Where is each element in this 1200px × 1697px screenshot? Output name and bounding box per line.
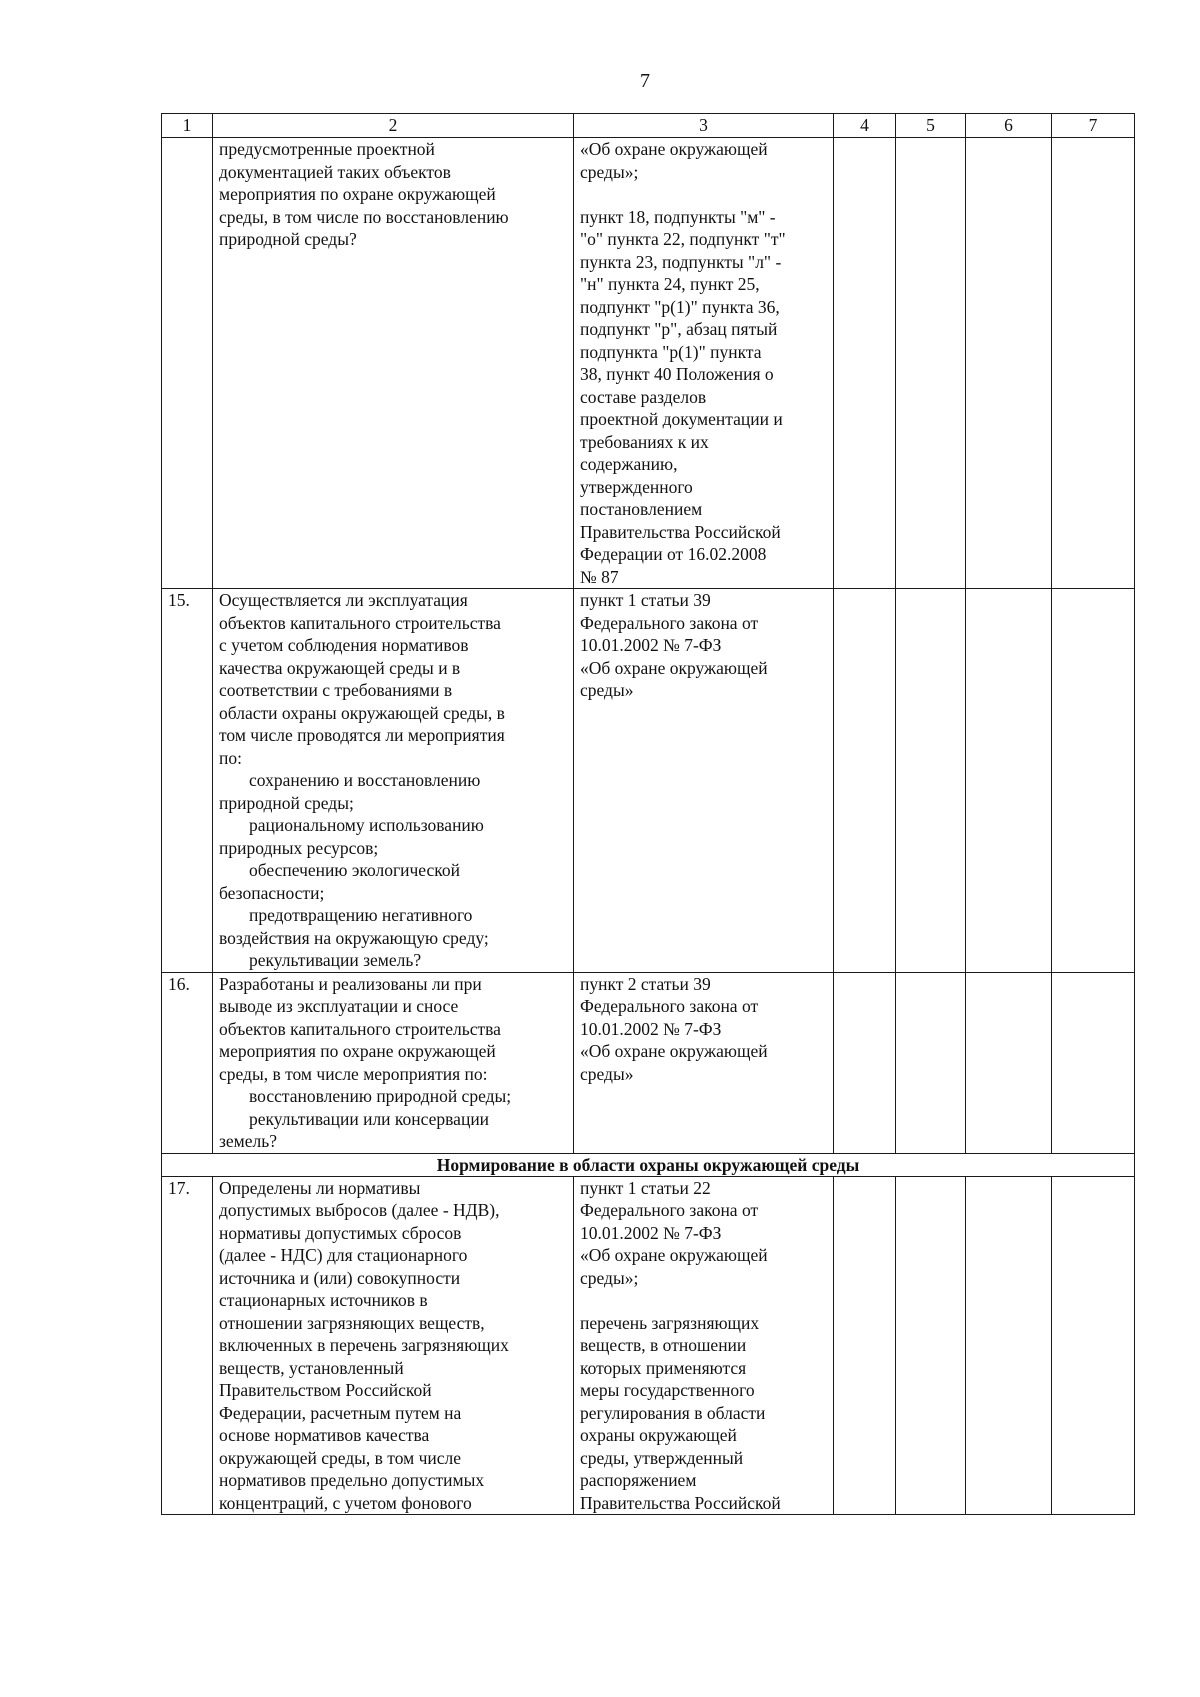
question-line: обеспечению экологической	[249, 860, 461, 880]
empty-cell-col-5	[896, 138, 966, 589]
empty-cell-col-4	[834, 589, 896, 973]
section-heading: Нормирование в области охраны окружающей среды	[162, 1153, 1135, 1176]
empty-cell-col-5	[896, 972, 966, 1153]
basis-line: среды»	[580, 680, 634, 700]
question-line: сохранению и восстановлению	[249, 770, 481, 790]
item-number: 17.	[162, 1176, 213, 1515]
requirement-question	[213, 1176, 574, 1515]
basis-line: регулирования в области	[580, 1402, 766, 1423]
question-line: рациональному использованию	[249, 815, 484, 835]
question-line: Разработаны и реализованы ли при	[219, 973, 482, 994]
question-line: мероприятия по охране окружающей	[219, 184, 496, 204]
question-line: с учетом соблюдения нормативов	[219, 635, 469, 655]
question-line: восстановлению природной среды;	[249, 1086, 512, 1106]
basis-line: охраны окружающей	[580, 1425, 737, 1445]
basis-line: содержанию,	[580, 454, 678, 474]
basis-line: среды»;	[580, 1267, 639, 1288]
basis-line: «Об охране окружающей	[580, 657, 768, 678]
basis-line: проектной документации и	[580, 409, 783, 429]
question-line: Федерации, расчетным путем на	[219, 1402, 462, 1423]
basis-line: подпункта "р(1)" пункта	[580, 341, 762, 362]
table-header	[162, 114, 1135, 138]
page-number: 7	[640, 70, 650, 92]
empty-cell-col-7	[1052, 1176, 1135, 1515]
question-line: веществ, установленный	[219, 1357, 404, 1378]
basis-line: веществ, в отношении	[580, 1335, 747, 1355]
basis-line: пункт 18, подпункты "м" -	[580, 206, 776, 227]
basis-line: 10.01.2002 № 7-ФЗ	[580, 1222, 722, 1243]
basis-line: подпункт "р", абзац пятый	[580, 319, 778, 339]
basis-line: пункт 2 статьи 39	[580, 973, 711, 994]
basis-line: Правительства Российской	[580, 1492, 781, 1513]
basis-line: Федерального закона от	[580, 996, 759, 1016]
legal-basis	[574, 589, 834, 973]
basis-line: подпункт "р(1)" пункта 36,	[580, 296, 780, 317]
question-line: области охраны окружающей среды, в	[219, 702, 505, 723]
basis-line: Правительства Российской	[580, 521, 781, 542]
item-number: 16.	[162, 972, 213, 1153]
basis-line: "н" пункта 24, пункт 25,	[580, 274, 760, 294]
question-line: природных ресурсов;	[219, 837, 379, 858]
empty-cell-col-4	[834, 138, 896, 589]
question-line: предотвращению негативного	[249, 905, 473, 925]
requirement-question	[213, 138, 574, 589]
empty-cell-col-7	[1052, 589, 1135, 973]
question-line: безопасности;	[219, 882, 325, 903]
basis-line: которых применяются	[580, 1357, 747, 1378]
basis-line: пункт 1 статьи 39	[580, 590, 711, 610]
section-heading-row	[162, 1153, 1135, 1176]
empty-cell-col-7	[1052, 138, 1135, 589]
basis-line: Федерального закона от	[580, 1200, 759, 1220]
column-header-5: 5	[896, 114, 966, 138]
question-line: Осуществляется ли эксплуатация	[219, 590, 468, 610]
requirements-table	[161, 113, 1135, 1515]
empty-cell-col-6	[966, 972, 1052, 1153]
paragraph-gap	[580, 183, 827, 206]
question-line: качества окружающей среды и в	[219, 657, 461, 678]
table-row	[162, 589, 1135, 973]
question-line: объектов капитального строительства	[219, 1018, 501, 1039]
basis-line: перечень загрязняющих	[580, 1312, 760, 1333]
basis-line: утвержденного	[580, 476, 693, 497]
question-line: том числе проводятся ли мероприятия	[219, 725, 505, 745]
question-line: соответствии с требованиями в	[219, 680, 453, 700]
item-number: 15.	[162, 589, 213, 973]
basis-line: меры государственного	[580, 1380, 755, 1400]
basis-line: Федерального закона от	[580, 612, 759, 633]
column-header-1: 1	[162, 114, 213, 138]
table-body	[162, 138, 1135, 1515]
empty-cell-col-5	[896, 1176, 966, 1515]
requirement-question	[213, 972, 574, 1153]
question-line: среды, в том числе мероприятия по:	[219, 1063, 488, 1084]
basis-line: 10.01.2002 № 7-ФЗ	[580, 1018, 722, 1039]
question-line: земель?	[219, 1131, 278, 1151]
requirement-question	[213, 589, 574, 973]
question-line: стационарных источников в	[219, 1290, 428, 1310]
question-line: окружающей среды, в том числе	[219, 1447, 462, 1468]
question-line: выводе из эксплуатации и сносе	[219, 996, 459, 1016]
column-header-6: 6	[966, 114, 1052, 138]
table-row	[162, 138, 1135, 589]
question-line: предусмотренные проектной	[219, 139, 435, 159]
basis-line: составе разделов	[580, 386, 707, 407]
basis-line: среды»	[580, 1063, 634, 1084]
basis-line: «Об охране окружающей	[580, 1041, 768, 1061]
question-line: источника и (или) совокупности	[219, 1267, 461, 1288]
table-row	[162, 1176, 1135, 1515]
header-row	[162, 114, 1135, 138]
basis-line: № 87	[580, 566, 619, 587]
basis-line: распоряжением	[580, 1470, 697, 1490]
question-line: воздействия на окружающую среду;	[219, 927, 489, 948]
empty-cell-col-6	[966, 1176, 1052, 1515]
item-number	[162, 138, 213, 589]
question-line: среды, в том числе по восстановлению	[219, 206, 509, 227]
basis-line: требованиях к их	[580, 431, 709, 452]
question-line: Правительством Российской	[219, 1380, 432, 1400]
column-header-3: 3	[574, 114, 834, 138]
column-header-4: 4	[834, 114, 896, 138]
basis-line: 10.01.2002 № 7-ФЗ	[580, 635, 722, 655]
column-header-2: 2	[213, 114, 574, 138]
question-line: основе нормативов качества	[219, 1425, 430, 1445]
basis-line: постановлением	[580, 499, 703, 519]
question-line: природной среды;	[219, 792, 354, 813]
column-header-7: 7	[1052, 114, 1135, 138]
question-line: (далее - НДС) для стационарного	[219, 1245, 468, 1265]
question-line: рекультивации земель?	[249, 950, 422, 970]
question-line: природной среды?	[219, 229, 357, 249]
basis-line: «Об охране окружающей	[580, 139, 768, 159]
basis-line: "о" пункта 22, подпункт "т"	[580, 229, 786, 249]
question-line: концентраций, с учетом фонового	[219, 1492, 472, 1513]
question-line: мероприятия по охране окружающей	[219, 1041, 496, 1061]
question-line: документацией таких объектов	[219, 161, 451, 182]
empty-cell-col-4	[834, 1176, 896, 1515]
question-line: нормативы допустимых сбросов	[219, 1222, 462, 1243]
table-row	[162, 972, 1135, 1153]
empty-cell-col-7	[1052, 972, 1135, 1153]
legal-basis	[574, 972, 834, 1153]
legal-basis	[574, 138, 834, 589]
basis-line: среды»;	[580, 161, 639, 182]
legal-basis	[574, 1176, 834, 1515]
question-line: рекультивации или консервации	[249, 1108, 490, 1129]
empty-cell-col-4	[834, 972, 896, 1153]
question-line: отношении загрязняющих веществ,	[219, 1312, 485, 1333]
question-line: допустимых выбросов (далее - НДВ),	[219, 1200, 500, 1220]
question-line: включенных в перечень загрязняющих	[219, 1335, 509, 1355]
question-line: нормативов предельно допустимых	[219, 1470, 485, 1490]
empty-cell-col-6	[966, 589, 1052, 973]
question-line: объектов капитального строительства	[219, 612, 501, 633]
paragraph-gap	[580, 1289, 827, 1312]
empty-cell-col-6	[966, 138, 1052, 589]
basis-line: пункта 23, подпункты "л" -	[580, 251, 782, 272]
question-line: Определены ли нормативы	[219, 1177, 421, 1198]
basis-line: Федерации от 16.02.2008	[580, 544, 767, 564]
basis-line: «Об охране окружающей	[580, 1245, 768, 1265]
question-line: по:	[219, 747, 242, 768]
basis-line: пункт 1 статьи 22	[580, 1177, 711, 1198]
basis-line: среды, утвержденный	[580, 1447, 744, 1468]
basis-line: 38, пункт 40 Положения о	[580, 364, 774, 384]
empty-cell-col-5	[896, 589, 966, 973]
